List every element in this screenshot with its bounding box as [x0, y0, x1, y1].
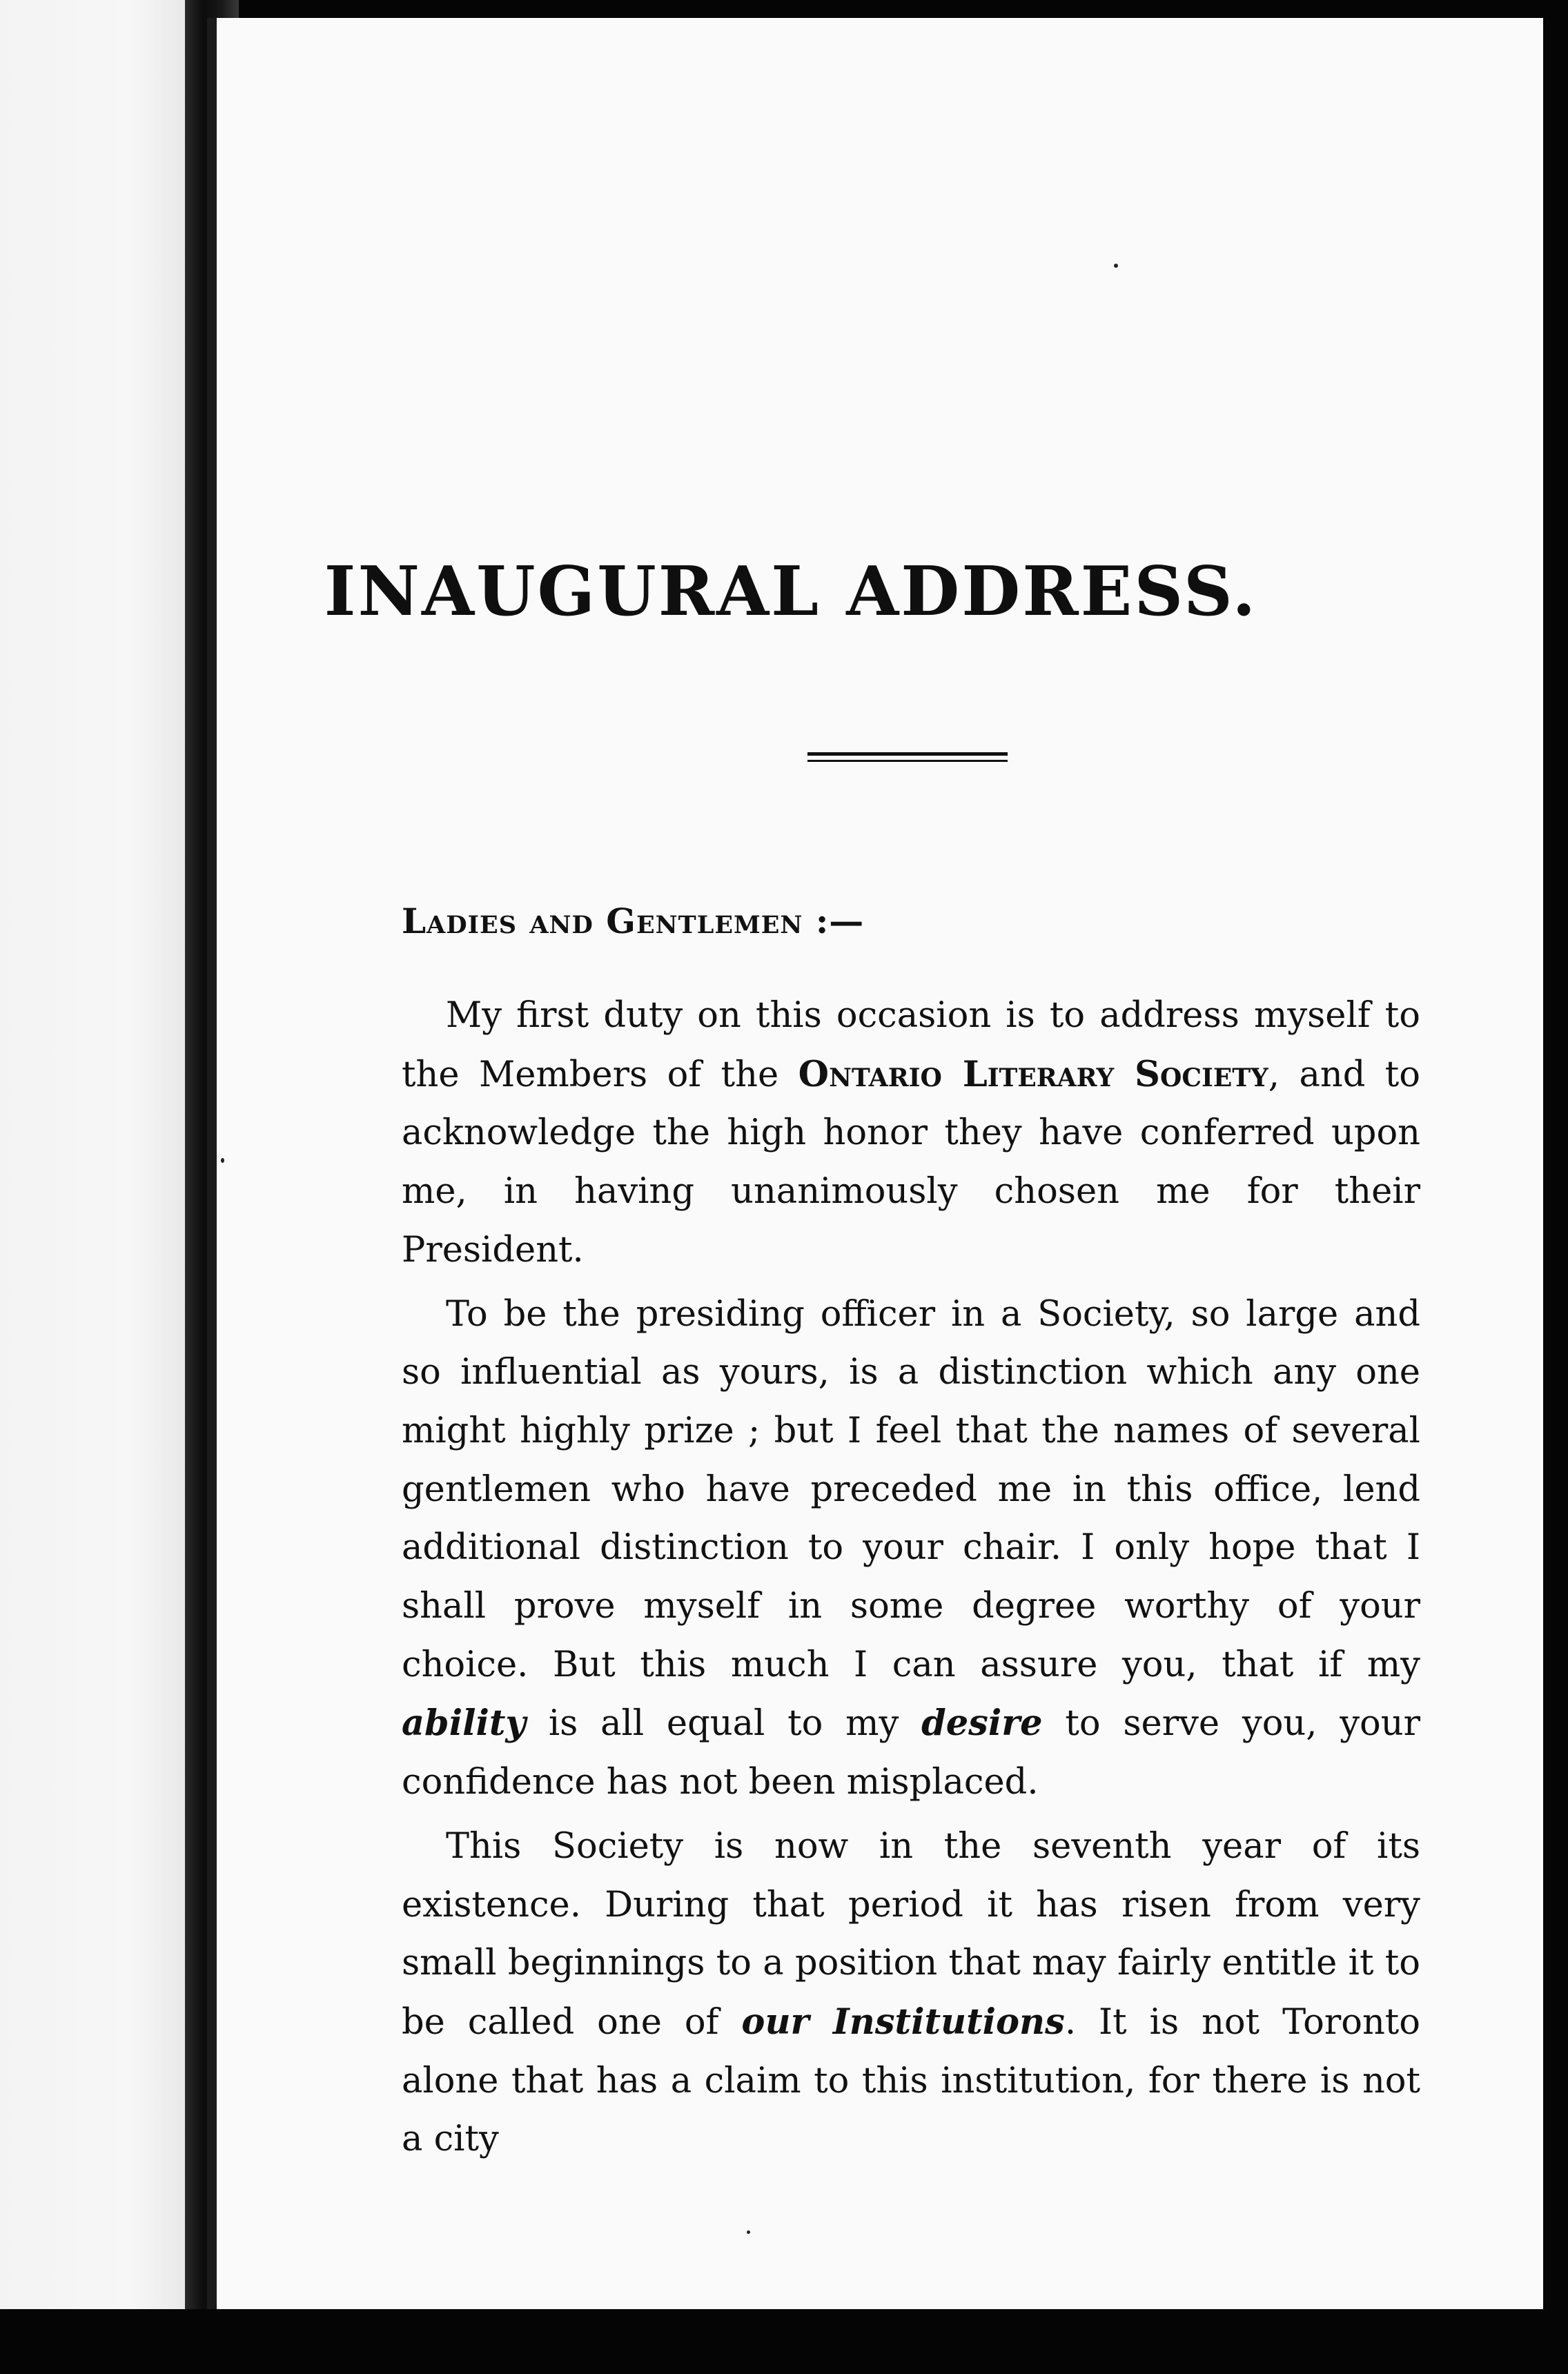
address-body — [402, 987, 1420, 2175]
paragraph — [402, 987, 1420, 1280]
text-run: . It is not Toronto alone that has a claim to this institution, for there is not a city — [402, 2001, 1420, 2160]
paragraph — [402, 1818, 1420, 2169]
small-caps-text: Ontario Literary Society — [798, 1053, 1268, 1095]
ink-speck — [1114, 264, 1118, 268]
salutation: Ladies and Gentlemen :— — [402, 901, 865, 941]
text-run: is all equal to my — [526, 1703, 922, 1745]
ink-speck — [747, 2230, 750, 2234]
paragraph — [402, 1286, 1420, 1812]
facing-page — [0, 0, 185, 2374]
title-double-rule — [807, 752, 1008, 762]
text-run: This Society is now in the seventh year of its existence. During that period it has risen from very small beginnings to a position that may fairly entitle it to be called one of — [402, 1825, 1420, 2043]
page-title: INAUGURAL ADDRESS. — [324, 552, 1258, 631]
italic-text: ability — [402, 1703, 527, 1745]
italic-text: our Institutions — [741, 2001, 1065, 2043]
text-run: to serve you, your confidence has not been misplaced. — [402, 1703, 1420, 1803]
text-run: To be the presiding officer in a Society, so large and so influential as yours, is a distinction which any one might highly prize ; but I feel that the names of several gentlemen who have preceded me in this office, lend additional distinction to your chair. I only hope that I shall prove myself in some degree worthy of your choice. But this much I can assure you, that if my — [402, 1293, 1420, 1685]
text-run: , and to acknowledge the high honor they have conferred upon me, in having unanimously chosen me for their President. — [402, 1054, 1421, 1271]
scan-border — [0, 2309, 1568, 2374]
ink-speck — [221, 1158, 224, 1163]
text-run: My first duty on this occasion is to address myself to the Members of the — [402, 995, 1420, 1095]
italic-text: desire — [921, 1703, 1043, 1745]
